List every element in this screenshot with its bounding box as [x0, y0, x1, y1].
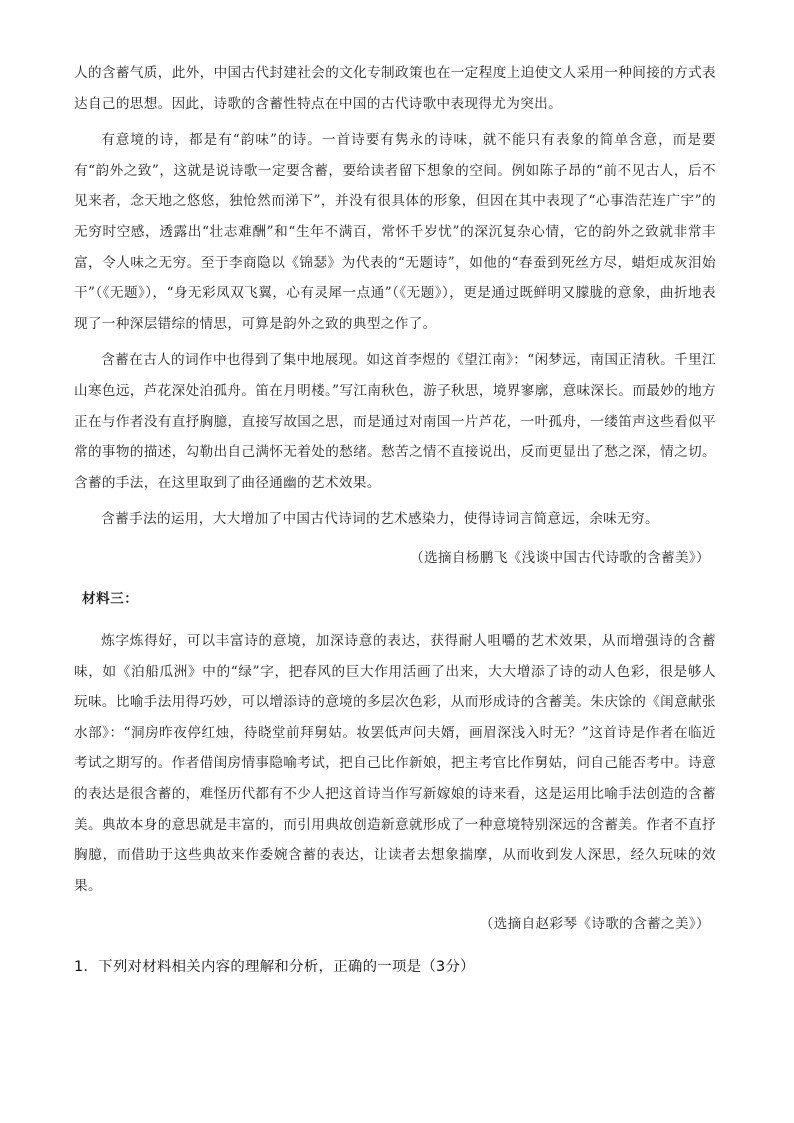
source-citation-two: （选摘自杨鹏飞《浅谈中国古代诗歌的含蓄美》）	[410, 549, 710, 566]
question-1-stem: 1．下列对材料相关内容的理解和分析，正确的一项是（3分）	[74, 959, 475, 976]
material-three-heading: 材料三：	[82, 590, 139, 607]
paragraph-summary: 含蓄手法的运用，大大增加了中国古代诗词的艺术感染力，使得诗词言简意远，余味无穷。	[101, 511, 659, 528]
paragraph-material-three: 炼字炼得好，可以丰富诗的意境，加深诗意的表达，获得耐人咀嚼的艺术效果，从而增强诗的含蓄味，如《泊船瓜洲》中的“绿”字，把春风的巨大作用活画了出来，大大增添了诗的动人色彩，很是够人玩味。比喻手法用得巧妙，可以增添诗的意境的多层次色彩，从而形成诗的含蓄美。朱庆馀的《闺意献张水部》：“洞房昨夜停红烛，待晓堂前拜舅姑。妆罢低声问夫婿，画眉深浅入时无？”这首诗是作者在临近考试之期写的。作者借闺房情事隐喻考试，把自己比作新娘，把主考官比作舅姑，问自己能否考中。诗意的表达是很含蓄的，难怪历代都有不少人把这首诗当作写新嫁娘的诗来看，这是运用比喻手法创造的含蓄美。典故本身的意思就是丰富的，而引用典故创造新意就形成了一种意境特别深远的含蓄美。作者不直抒胸臆，而借助于这些典故来作委婉含蓄的表达，让读者去想象揣摩，从而收到发人深思，经久玩味的效果。	[74, 633, 716, 894]
paragraph-ci: 含蓄在古人的词作中也得到了集中地展现。如这首李煜的《望江南》：“闲梦远，南国正清秋。千里江山寒色远，芦花深处泊孤舟。笛在月明楼。”写江南秋色，游子秋思，境界寥廓，意味深长。而最妙的地方正在与作者没有直抒胸臆，直接写故国之思，而是通过对南国一片芦花，一叶孤舟，一缕笛声这些看似平常的事物的描述，勾勒出自己满怀无着处的愁绪。愁苦之情不直接说出，反而更显出了愁之深，情之切。含蓄的手法，在这里取到了曲径通幽的艺术效果。	[74, 352, 716, 491]
paragraph-continuation: 人的含蓄气质，此外，中国古代封建社会的文化专制政策也在一定程度上迫使文人采用一种间接的方式表达自己的思想。因此，诗歌的含蓄性特点在中国的古代诗歌中表现得尤为突出。	[74, 65, 716, 112]
source-citation-three: （选摘自赵彩琴《诗歌的含蓄之美》）	[479, 916, 710, 933]
paragraph-yunwei: 有意境的诗，都是有“韵味”的诗。一首诗要有隽永的诗味，就不能只有表象的简单含意，而是要有“韵外之致”，这就是说诗歌一定要含蓄，要给读者留下想象的空间。例如陈子昂的“前不见古人，后不见来者，念天地之悠悠，独怆然而涕下”，并没有很具体的形象，但因在其中表现了“心事浩茫连广宇”的无穷时空感，透露出“壮志难酬”和“生年不满百，常怀千岁忧”的深沉复杂心情，它的韵外之致就非常丰富，令人味之无穷。至于李商隐以《锦瑟》为代表的“无题诗”，如他的“春蚕到死丝方尽，蜡炬成灰泪始干”（《无题》），“身无彩凤双飞翼，心有灵犀一点通”（《无题》），更是通过既鲜明又朦胧的意象，曲折地表现了一种深层错综的情思，可算是韵外之致的典型之作了。	[74, 132, 716, 332]
